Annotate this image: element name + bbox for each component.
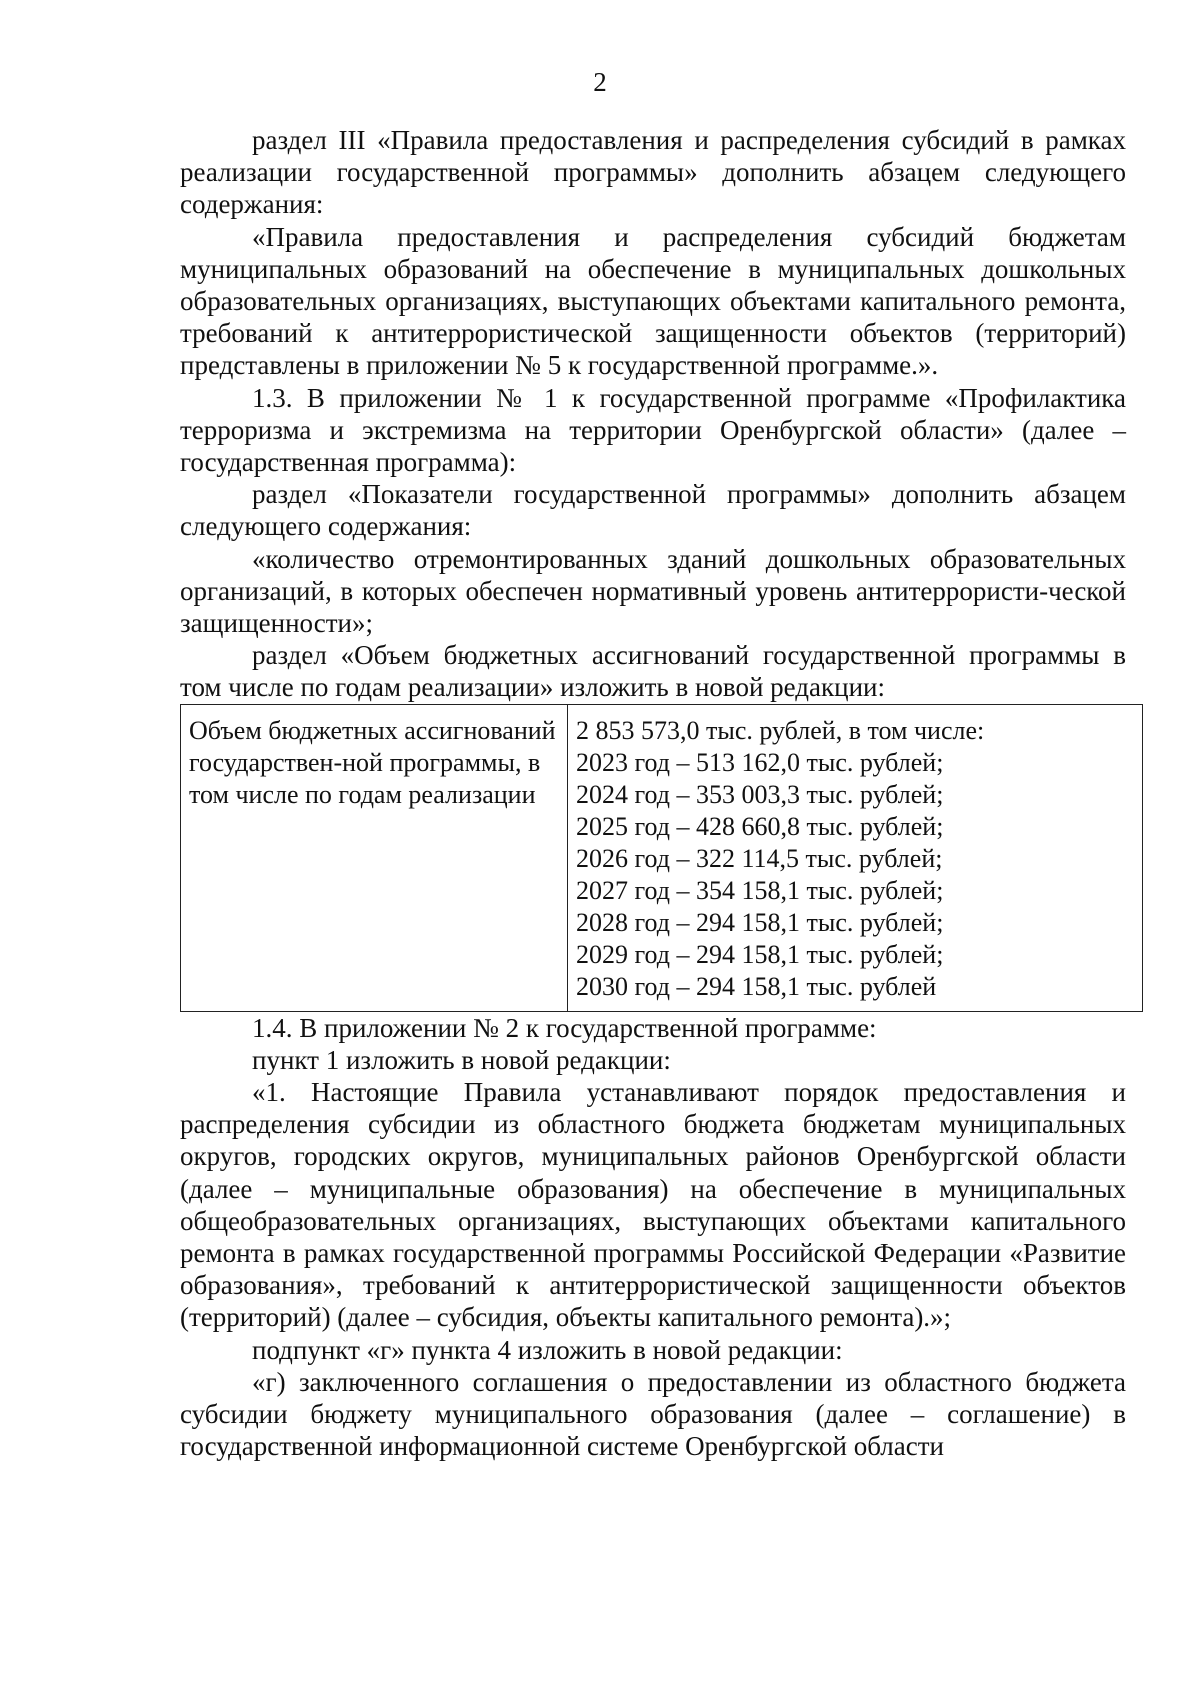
budget-year-line: 2027 год – 354 158,1 тыс. рублей; xyxy=(576,875,944,905)
paragraph-indicators-section: раздел «Показатели государственной программы» дополнить абзацем следующего содержания: xyxy=(180,479,1126,542)
paragraph-subpoint-g-intro: подпункт «г» пункта 4 изложить в новой редакции: xyxy=(252,1334,843,1365)
budget-year-line: 2024 год – 353 003,3 тыс. рублей; xyxy=(576,779,944,809)
paragraph-item-1-4: 1.4. В приложении № 2 к государственной программе: xyxy=(252,1012,877,1043)
budget-total-line: 2 853 573,0 тыс. рублей, в том числе: xyxy=(576,715,985,745)
page-number: 2 xyxy=(593,67,607,97)
budget-year-line: 2025 год – 428 660,8 тыс. рублей; xyxy=(576,811,944,841)
paragraph-point-1-intro: пункт 1 изложить в новой редакции: xyxy=(252,1044,671,1075)
paragraph-section-iii: раздел III «Правила предоставления и распределения субсидий в рамках реализации государственной программы» дополнить абзацем следующего содержания: xyxy=(180,125,1126,220)
paragraph-point-1-text: «1. Настоящие Правила устанавливают порядок предоставления и распределения субсидии из областного бюджета бюджетам муниципальных округов, городских округов, муниципальных районов Оренбургской области (далее – муниципальные образования) на обеспечение в муниципальных общеобразовательных организациях, выступающих объектами капитального ремонта в рамках государственной программы Российской Федерации «Развитие образования», требований к антитеррористической защищенности объектов (территорий) (далее – субсидия, объекты капитального ремонта).»; xyxy=(180,1077,1126,1333)
table-cell-label: Объем бюджетных ассигнований государствен-ной программы, в том числе по годам реализации xyxy=(181,704,568,1011)
paragraph-subpoint-g-text: «г) заключенного соглашения о предоставлении из областного бюджета субсидии бюджету муниципального образования (далее – соглашение) в государственной информационной системе Оренбургской области xyxy=(180,1366,1126,1462)
table-cell-values xyxy=(568,704,1143,1011)
budget-year-line: 2030 год – 294 158,1 тыс. рублей xyxy=(576,971,937,1001)
document-body xyxy=(180,124,1126,1463)
paragraph-budget-section: раздел «Объем бюджетных ассигнований государственной программы в том числе по годам реализации» изложить в новой редакции: xyxy=(180,640,1126,703)
paragraph-item-1-3: 1.3. В приложении № 1 к государственной программе «Профилактика терроризма и экстремизма на территории Оренбургской области» (далее – государственная программа): xyxy=(180,382,1126,478)
budget-year-line: 2026 год – 322 114,5 тыс. рублей; xyxy=(576,843,943,873)
budget-year-line: 2029 год – 294 158,1 тыс. рублей; xyxy=(576,939,944,969)
table-row xyxy=(181,704,1143,1011)
paragraph-rules-quote: «Правила предоставления и распределения субсидий бюджетам муниципальных образований на обеспечение в муниципальных дошкольных образовательных организациях, выступающих объектами капитального ремонта, требований к антитеррористической защищенности объектов (территорий) представлены в приложении № 5 к государственной программе.». xyxy=(180,221,1126,381)
budget-year-line: 2028 год – 294 158,1 тыс. рублей; xyxy=(576,907,944,937)
paragraph-indicator-quote: «количество отремонтированных зданий дошкольных образовательных организаций, в которых обеспечен нормативный уровень антитеррористи-ческой защищенности»; xyxy=(180,543,1126,639)
budget-year-line: 2023 год – 513 162,0 тыс. рублей; xyxy=(576,747,944,777)
budget-table xyxy=(180,704,1143,1012)
